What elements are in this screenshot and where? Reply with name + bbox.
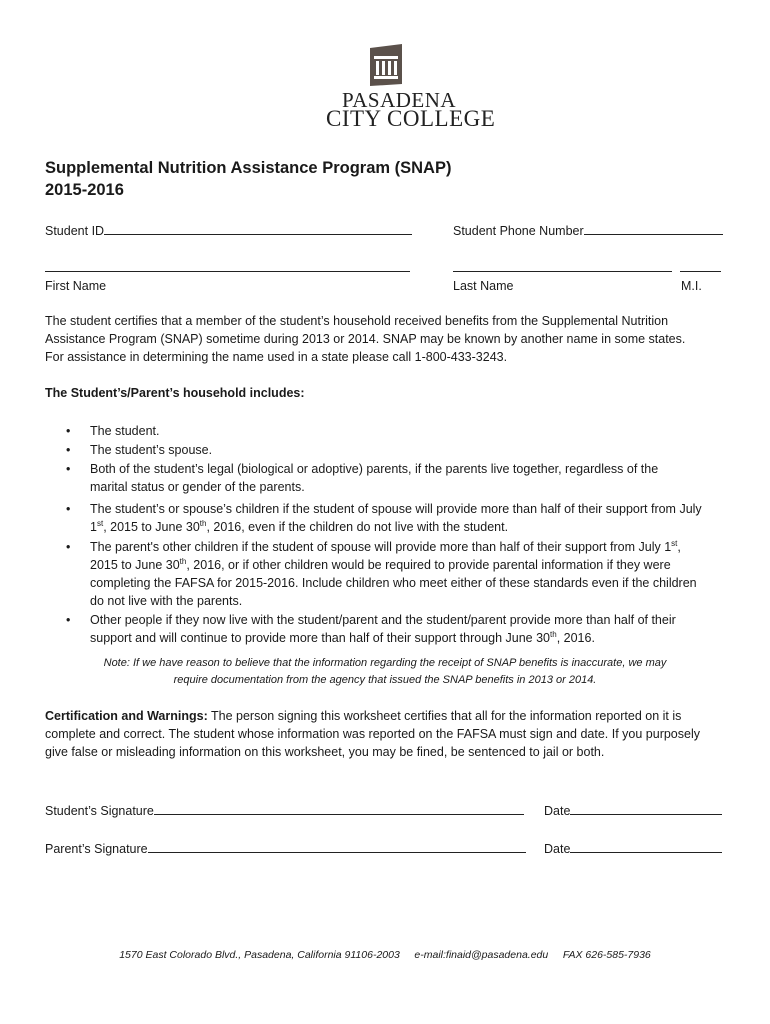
- last-name-line[interactable]: [453, 271, 672, 272]
- list-item: • The student’s or spouse’s children if the student of spouse will provide more than half of their support from July 1st, 2015 to June 30th, 2016, even if the children do not live with the student.: [45, 500, 702, 536]
- page-title: [45, 157, 451, 201]
- intro-line: For assistance in determining the name used in a state please call 1-800-433-3243.: [45, 350, 508, 364]
- parent-signature-line[interactable]: [148, 839, 526, 853]
- mi-line[interactable]: [680, 271, 721, 272]
- title-line2: 2015-2016: [45, 181, 124, 199]
- student-signature-line[interactable]: [154, 801, 524, 815]
- logo-text-line1: PASADENA: [342, 88, 457, 112]
- list-item: • The student’s spouse.: [45, 441, 702, 459]
- college-logo: [326, 44, 496, 134]
- student-id-line[interactable]: [104, 221, 412, 235]
- certification-label: Certification and Warnings:: [45, 709, 208, 723]
- footer: [0, 949, 770, 961]
- student-date-line[interactable]: [570, 801, 722, 815]
- household-heading: The Student’s/Parent’s household includes:: [45, 386, 305, 400]
- parent-date-field[interactable]: [544, 839, 722, 858]
- parent-signature-field[interactable]: [45, 839, 526, 858]
- note-block: [45, 655, 725, 689]
- note-line: Note: If we have reason to believe that the information regarding the receipt of SNAP benefits is inaccurate, we may: [103, 657, 667, 669]
- list-item: • The student.: [45, 422, 702, 440]
- footer-address: 1570 East Colorado Blvd., Pasadena, California 91106-2003: [119, 949, 400, 961]
- intro-paragraph: [45, 312, 685, 366]
- list-item: • The parent's other children if the student of spouse will provide more than half of their support from July 1st, 2015 to June 30th, 2016, or if other children would be required to provide parental information if they were completing the FAFSA for 2015-2016. Include children who meet either of these standards even if the children do not live with the parents.: [45, 538, 702, 610]
- student-signature-label: Student’s Signature: [45, 804, 154, 818]
- intro-line: Assistance Program (SNAP) sometime during 2013 or 2014. SNAP may be known by another name in some states.: [45, 332, 686, 346]
- date-label: Date: [544, 842, 571, 856]
- student-signature-field[interactable]: [45, 801, 524, 820]
- title-line1: Supplemental Nutrition Assistance Program (SNAP): [45, 159, 452, 177]
- logo-text-line2: CITY COLLEGE: [326, 106, 496, 131]
- last-name-label: Last Name: [453, 279, 514, 293]
- student-id-label: Student ID: [45, 224, 105, 238]
- student-phone-line[interactable]: [584, 221, 723, 235]
- student-date-field[interactable]: [544, 801, 722, 820]
- student-phone-label: Student Phone Number: [453, 224, 584, 238]
- student-id-field[interactable]: [45, 221, 412, 240]
- list-item: • Other people if they now live with the student/parent and the student/parent provide more than half of their support and will continue to provide more than half of their support through June 30th, 2016.: [45, 611, 702, 647]
- first-name-label: First Name: [45, 279, 107, 293]
- footer-email[interactable]: e-mail:finaid@pasadena.edu: [414, 949, 549, 961]
- parent-signature-label: Parent’s Signature: [45, 842, 148, 856]
- footer-fax: FAX 626-585-7936: [562, 949, 651, 961]
- first-name-line[interactable]: [45, 271, 410, 272]
- list-item: • Both of the student’s legal (biological or adoptive) parents, if the parents live together, regardless of the marital status or gender of the parents.: [45, 460, 702, 496]
- note-line: require documentation from the agency that issued the SNAP benefits in 2013 or 2014.: [173, 674, 597, 686]
- college-seal-icon: [368, 44, 404, 86]
- intro-line: The student certifies that a member of the student’s household received benefits from the Supplemental Nutrition: [45, 314, 669, 328]
- certification-block: Certification and Warnings: The person signing this worksheet certifies that all for the information reported on it is complete and correct. The student whose information was reported on the FAFSA must sign and date. If you purposely give false or misleading information on this worksheet, you may be fined, be sentenced to jail or both.: [45, 709, 700, 759]
- parent-date-line[interactable]: [570, 839, 722, 853]
- date-label: Date: [544, 804, 571, 818]
- mi-label: M.I.: [681, 279, 702, 293]
- student-phone-field[interactable]: [453, 221, 723, 240]
- household-list: [45, 422, 702, 648]
